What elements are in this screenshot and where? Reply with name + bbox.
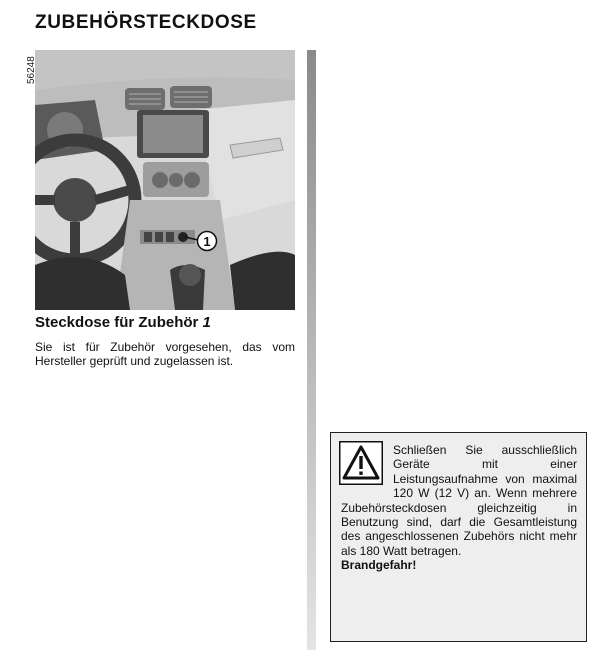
figure-code: 56248 [26,56,37,84]
callout-1-label: 1 [203,234,211,249]
dashboard-illustration [35,50,295,310]
warning-box [330,432,587,642]
warning-text: Schließen Sie ausschließlich Geräte mit einer Leistungsaufnahme von maximal 120 W (12 V) an. Wenn mehrere Zubehörsteckdosen gleichzeitig in Benutzung sind, darf die Gesamtleistung des angeschlossenen Zubehörs nicht mehr als 180 Watt betragen. [341,443,577,558]
section-heading-text: Steckdose für Zubehör [35,314,199,331]
section-heading-number: 1 [202,314,211,331]
page-title: ZUBEHÖRSTECKDOSE [35,12,257,33]
warning-paragraph [341,443,577,573]
section-heading [35,314,211,331]
column-divider [307,50,316,650]
warning-emphasis: Brandgefahr! [341,558,417,573]
section-body: Sie ist für Zubehör vorgesehen, das vom Hersteller geprüft und zugelassen ist. [35,340,295,368]
dashboard-drawing [35,50,295,310]
